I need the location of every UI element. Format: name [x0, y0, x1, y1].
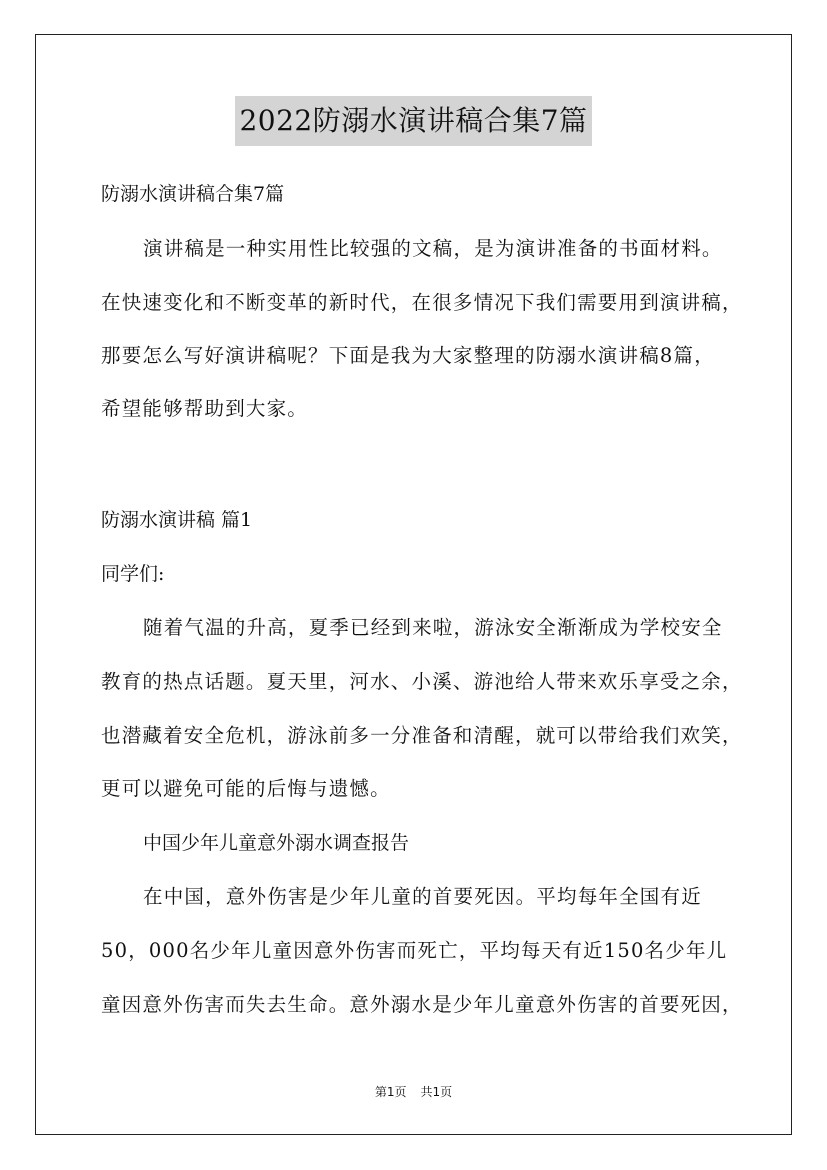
intro-line-3: 那要怎么写好演讲稿呢？下面是我为大家整理的防溺水演讲稿8篇，	[101, 344, 715, 367]
para2-line-1: 在中国，意外伤害是少年儿童的首要死因。平均每年全国有近	[143, 885, 702, 908]
document-subtitle: 防溺水演讲稿合集7篇	[101, 183, 285, 205]
intro-line-1: 演讲稿是一种实用性比较强的文稿，是为演讲准备的书面材料。	[143, 237, 723, 260]
title-container	[0, 96, 827, 146]
para1-line-3: 也潜藏着安全危机，游泳前多一分准备和清醒，就可以带给我们欢笑，	[101, 724, 743, 747]
para1-line-4: 更可以避免可能的后悔与遗憾。	[101, 777, 391, 800]
page-number: 第1页	[374, 1085, 407, 1099]
page-footer	[0, 1083, 827, 1101]
para2-line-3: 童因意外伤害而失去生命。意外溺水是少年儿童意外伤害的首要死因，	[101, 993, 743, 1016]
para2-line-2: 50，000名少年儿童因意外伤害而死亡，平均每天有近150名少年儿	[101, 939, 728, 962]
greeting: 同学们:	[101, 563, 165, 585]
intro-line-4: 希望能够帮助到大家。	[101, 397, 309, 420]
report-heading: 中国少年儿童意外溺水调查报告	[143, 832, 410, 854]
intro-line-2: 在快速变化和不断变革的新时代，在很多情况下我们需要用到演讲稿，	[101, 291, 743, 314]
para1-line-1: 随着气温的升高，夏季已经到来啦，游泳安全渐渐成为学校安全	[143, 616, 723, 639]
section-heading: 防溺水演讲稿 篇1	[101, 509, 253, 531]
document-title: 2022防溺水演讲稿合集7篇	[235, 96, 591, 146]
page-total: 共1页	[420, 1085, 453, 1099]
para1-line-2: 教育的热点话题。夏天里，河水、小溪、游池给人带来欢乐享受之余，	[101, 670, 743, 693]
